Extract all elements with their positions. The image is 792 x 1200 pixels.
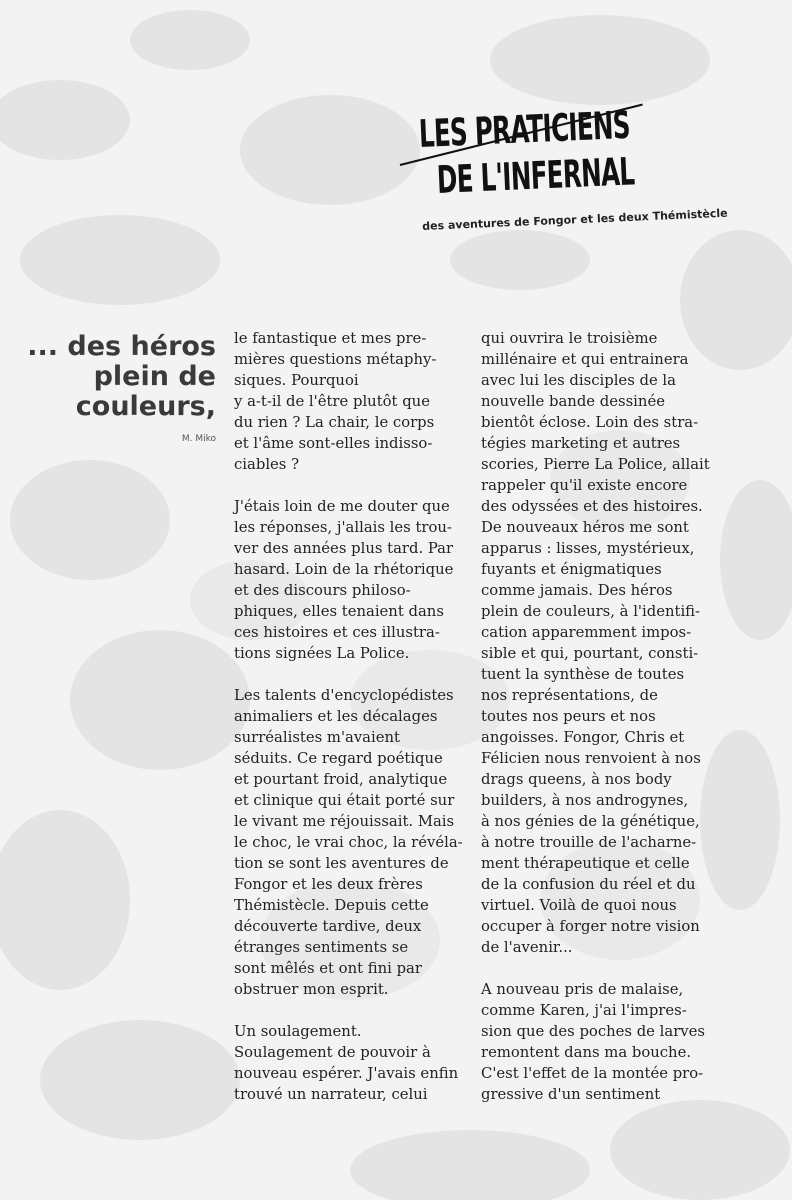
pull-quote-line: couleurs,: [75, 391, 216, 422]
text-line: et pourtant froid, analytique: [234, 771, 448, 788]
text-line: le fantastique et mes pre-: [234, 330, 427, 347]
paragraph: [234, 1021, 462, 1105]
text-line: fuyants et énigmatiques: [481, 561, 662, 578]
text-line: hasard. Loin de la rhétorique: [234, 561, 454, 578]
title-line-1: LES PRATICIENS: [418, 102, 631, 156]
text-line: et clinique qui était porté sur: [234, 792, 455, 809]
text-line: siques. Pourquoi: [234, 372, 359, 389]
text-line: drags queens, à nos body: [481, 771, 672, 788]
text-line: le choc, le vrai choc, la révéla-: [234, 834, 463, 851]
text-line: surréalistes m'avaient: [234, 729, 400, 746]
text-line: découverte tardive, deux: [234, 918, 422, 935]
text-line: C'est l'effet de la montée pro-: [481, 1065, 704, 1082]
text-line: qui ouvrira le troisième: [481, 330, 658, 347]
text-line: tuent la synthèse de toutes: [481, 666, 685, 683]
text-line: angoisses. Fongor, Chris et: [481, 729, 685, 746]
text-line: trouvé un narrateur, celui: [234, 1086, 428, 1103]
text-line: remontent dans ma bouche.: [481, 1044, 692, 1061]
text-line: nouveau espérer. J'avais enfin: [234, 1065, 459, 1082]
article-title: [392, 92, 728, 242]
text-line: tions signées La Police.: [234, 645, 410, 662]
text-line: à notre trouille de l'acharne-: [481, 834, 697, 851]
text-line: millénaire et qui entrainera: [481, 351, 689, 368]
text-line: avec lui les disciples de la: [481, 372, 676, 389]
paragraph: [481, 328, 743, 958]
text-line: nos représentations, de: [481, 687, 658, 704]
paragraph: [234, 685, 462, 1000]
text-line: apparus : lisses, mystérieux,: [481, 540, 695, 557]
text-line: A nouveau pris de malaise,: [481, 981, 684, 998]
article-subtitle: des aventures de Fongor et les deux Thémistècle: [422, 206, 728, 233]
text-line: plein de couleurs, à l'identifi-: [481, 603, 701, 620]
text-line: Félicien nous renvoient à nos: [481, 750, 701, 767]
text-line: mières questions métaphy-: [234, 351, 437, 368]
paragraph: [481, 979, 743, 1105]
text-line: obstruer mon esprit.: [234, 981, 389, 998]
text-line: Soulagement de pouvoir à: [234, 1044, 431, 1061]
text-line: des odyssées et des histoires.: [481, 498, 703, 515]
text-line: le vivant me réjouissait. Mais: [234, 813, 455, 830]
text-line: animaliers et les décalages: [234, 708, 438, 725]
text-line: sion que des poches de larves: [481, 1023, 705, 1040]
text-line: phiques, elles tenaient dans: [234, 603, 444, 620]
pull-quote-author: M. Miko: [181, 434, 216, 444]
text-line: ces histoires et ces illustra-: [234, 624, 440, 641]
text-line: de la confusion du réel et du: [481, 876, 696, 893]
text-line: comme jamais. Des héros: [481, 582, 673, 599]
text-line: ment thérapeutique et celle: [481, 855, 690, 872]
text-line: scories, Pierre La Police, allait: [481, 456, 710, 473]
text-line: les réponses, j'allais les trou-: [234, 519, 452, 536]
text-line: De nouveaux héros me sont: [481, 519, 689, 536]
pull-quote: [20, 332, 216, 422]
text-line: Un soulagement.: [234, 1023, 362, 1040]
text-line: J'étais loin de me douter que: [234, 498, 450, 515]
text-line: virtuel. Voilà de quoi nous: [481, 897, 677, 914]
text-line: rappeler qu'il existe encore: [481, 477, 688, 494]
text-column-2: [481, 328, 743, 1126]
text-line: builders, à nos androgynes,: [481, 792, 689, 809]
paragraph: [234, 496, 462, 664]
text-line: gressive d'un sentiment: [481, 1086, 661, 1103]
paragraph: [234, 328, 462, 475]
text-line: comme Karen, j'ai l'impres-: [481, 1002, 687, 1019]
text-line: de l'avenir...: [481, 939, 573, 956]
text-line: bientôt éclose. Loin des stra-: [481, 414, 699, 431]
text-line: séduits. Ce regard poétique: [234, 750, 443, 767]
text-line: occuper à forger notre vision: [481, 918, 700, 935]
text-line: tion se sont les aventures de: [234, 855, 449, 872]
text-line: toutes nos peurs et nos: [481, 708, 656, 725]
text-column-1: [234, 328, 462, 1126]
text-line: ciables ?: [234, 456, 300, 473]
text-line: et l'âme sont-elles indisso-: [234, 435, 433, 452]
text-line: et des discours philoso-: [234, 582, 411, 599]
pull-quote-line: plein de: [93, 361, 216, 392]
text-line: cation apparemment impos-: [481, 624, 692, 641]
text-line: sont mêlés et ont fini par: [234, 960, 422, 977]
text-line: y a-t-il de l'être plutôt que: [234, 393, 430, 410]
text-line: Thémistècle. Depuis cette: [234, 897, 429, 914]
text-line: Fongor et les deux frères: [234, 876, 423, 893]
title-line-2: DE L'INFERNAL: [436, 149, 636, 202]
text-line: Les talents d'encyclopédistes: [234, 687, 454, 704]
text-line: du rien ? La chair, le corps: [234, 414, 435, 431]
text-line: étranges sentiments se: [234, 939, 409, 956]
text-line: sible et qui, pourtant, consti-: [481, 645, 699, 662]
text-line: ver des années plus tard. Par: [234, 540, 454, 557]
text-line: tégies marketing et autres: [481, 435, 681, 452]
pull-quote-line: ... des héros: [27, 331, 216, 362]
text-line: nouvelle bande dessinée: [481, 393, 665, 410]
text-line: à nos génies de la génétique,: [481, 813, 700, 830]
